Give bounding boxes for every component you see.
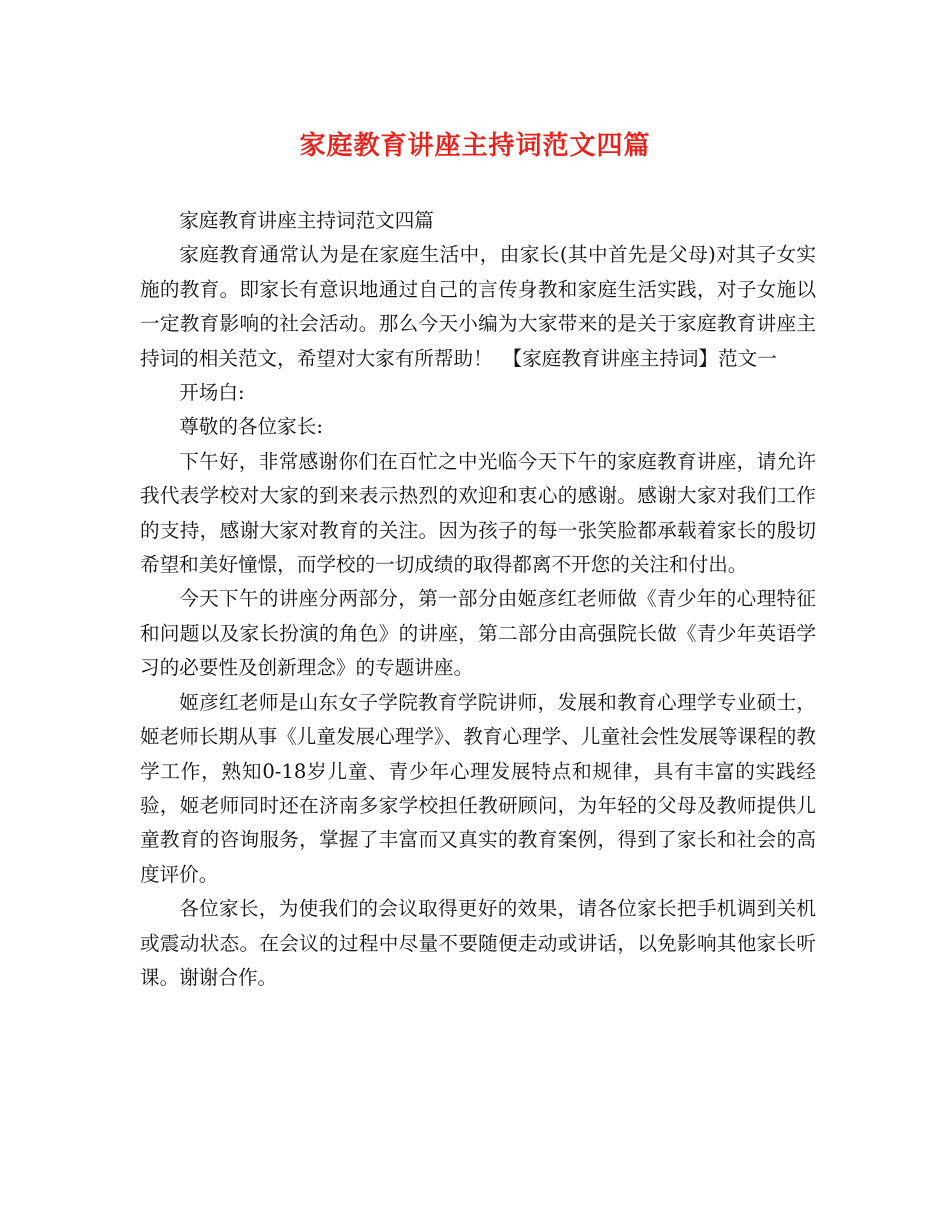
document-title: 家庭教育讲座主持词范文四篇	[299, 131, 651, 161]
paragraph-reminder: 各位家长，为使我们的会议取得更好的效果，请各位家长把手机调到关机或震动状态。在会议的过程中尽量不要随便走动或讲话，以免影响其他家长听课。谢谢合作。	[140, 897, 816, 989]
paragraph-speaker-intro: 姬彦红老师是山东女子学院教育学院讲师，发展和教育心理学专业硕士，姬老师长期从事《儿童发展心理学》、教育心理学、儿童社会性发展等课程的教学工作，熟知0-18岁儿童、青少年心理发展特点和规律，具有丰富的实践经验，姬老师同时还在济南多家学校担任教研顾问，为年轻的父母及教师提供儿童教育的咨询服务，掌握了丰富而又真实的教育案例，得到了家长和社会的高度评价。	[140, 690, 816, 886]
document-body	[140, 204, 816, 995]
paragraph-salutation: 尊敬的各位家长:	[179, 415, 323, 439]
paragraph-opening-label: 开场白:	[179, 381, 245, 405]
paragraph-introduction: 家庭教育通常认为是在家庭生活中，由家长(其中首先是父母)对其子女实施的教育。即家长有意识地通过自己的言传身教和家庭生活实践，对子女施以一定教育影响的社会活动。那么今天小编为大家带来的是关于家庭教育讲座主持词的相关范文，希望对大家有所帮助！ 【家庭教育讲座主持词】范文一	[140, 243, 816, 370]
paragraph-welcome: 下午好，非常感谢你们在百忙之中光临今天下午的家庭教育讲座，请允许我代表学校对大家的到来表示热烈的欢迎和衷心的感谢。感谢大家对我们工作的支持，感谢大家对教育的关注。因为孩子的每一张笑脸都承载着家长的殷切希望和美好憧憬，而学校的一切成绩的取得都离不开您的关注和付出。	[140, 449, 816, 577]
paragraph-agenda: 今天下午的讲座分两部分，第一部分由姬彦红老师做《青少年的心理特征和问题以及家长扮演的角色》的讲座，第二部分由高强院长做《青少年英语学习的必要性及创新理念》的专题讲座。	[140, 587, 816, 680]
paragraph-subtitle: 家庭教育讲座主持词范文四篇	[179, 209, 434, 232]
